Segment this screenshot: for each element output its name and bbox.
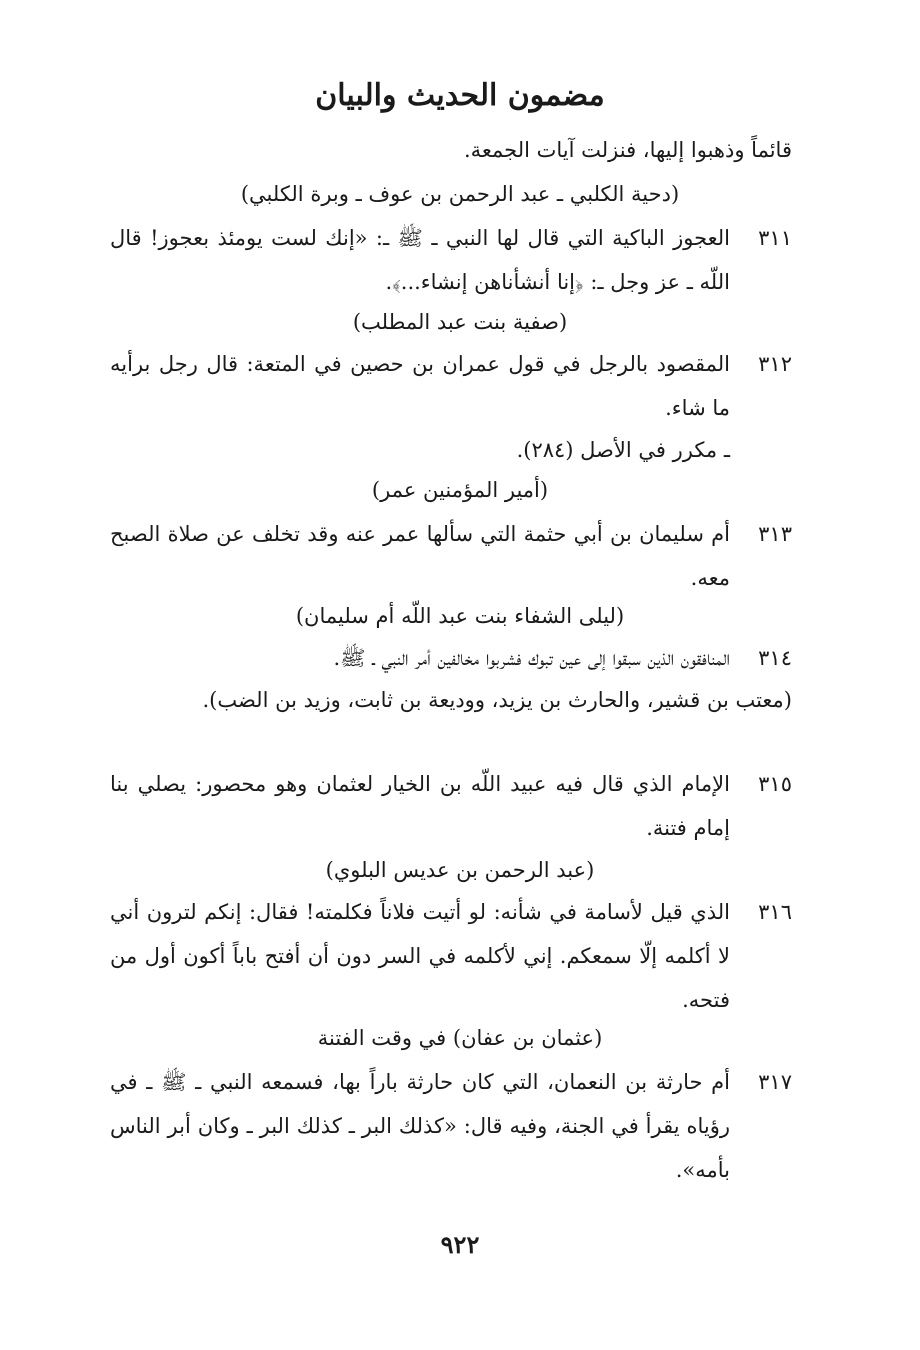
- entry-text: المنافقون الذين سبقوا إلى عين تبوك فشربوا مخالفين أمر النبي ـ ﷺ.: [333, 646, 730, 670]
- intro-attribution: (دحية الكلبي ـ عبد الرحمن بن عوف ـ وبرة الكلبي): [240, 182, 680, 206]
- entry-314: [110, 636, 792, 680]
- entry-313: [110, 512, 792, 600]
- entry-text: العجوز الباكية التي قال لها النبي ـ ﷺ ـ: «إنك لست يومئذ بعجوز! قال اللّه ـ عز وجل ـ: ﴿إنا أنشأناهن إنشاء...﴾.: [110, 226, 730, 294]
- entry-attribution: (عبد الرحمن بن عديس البلوي): [325, 858, 595, 882]
- entry-attribution: (عثمان بن عفان) في وقت الفتنة: [317, 1026, 603, 1050]
- page-title: مضمون الحديث والبيان: [315, 78, 605, 113]
- entry-note: ـ مكرر في الأصل (٢٨٤).: [516, 438, 730, 462]
- entry-315: [110, 762, 792, 850]
- entry-attribution: (صفية بنت عبد المطلب): [352, 310, 568, 334]
- entry-number: ٣١٣: [758, 522, 792, 546]
- entry-text: أم سليمان بن أبي حثمة التي سألها عمر عنه وقد تخلف عن صلاة الصبح معه.: [110, 522, 730, 590]
- entry-text: المقصود بالرجل في قول عمران بن حصين في المتعة: قال رجل برأيه ما شاء.: [110, 352, 730, 420]
- entry-311: [110, 216, 792, 304]
- entry-312: [110, 342, 792, 430]
- entry-number: ٣١٥: [758, 772, 792, 796]
- entry-number: ٣١٢: [758, 352, 792, 376]
- page-number: ٩٢٢: [440, 1230, 480, 1259]
- entry-number: ٣١٧: [758, 1070, 792, 1094]
- entry-number: ٣١٦: [758, 900, 792, 924]
- intro-text: قائماً وذهبوا إليها، فنزلت آيات الجمعة.: [463, 138, 792, 162]
- entry-316: [110, 890, 792, 1022]
- entry-text: الذي قيل لأسامة في شأنه: لو أتيت فلاناً فكلمته! فقال: إنكم لترون أني لا أكلمه إلّا سمعكم. إني لأكلمه في السر دون أن أفتح باباً أكون أول من فتحه.: [110, 900, 730, 1012]
- entry-text: أم حارثة بن النعمان، التي كان حارثة باراً بها، فسمعه النبي ـ ﷺ ـ في رؤياه يقرأ في الجنة، وفيه قال: «كذلك البر ـ كذلك البر ـ وكان أبر الناس بأمه».: [110, 1070, 730, 1182]
- entry-text: الإمام الذي قال فيه عبيد اللّه بن الخيار لعثمان وهو محصور: يصلي بنا إمام فتنة.: [110, 772, 730, 840]
- entry-attribution: (أمير المؤمنين عمر): [371, 478, 549, 502]
- entry-317: [110, 1060, 792, 1192]
- entry-number: ٣١٤: [758, 646, 792, 670]
- entry-attribution: (ليلى الشفاء بنت عبد اللّه أم سليمان): [295, 604, 625, 628]
- entry-attribution: (معتب بن قشير، والحارث بن يزيد، ووديعة بن ثابت، وزيد بن الضب).: [202, 688, 792, 712]
- entry-number: ٣١١: [758, 226, 792, 250]
